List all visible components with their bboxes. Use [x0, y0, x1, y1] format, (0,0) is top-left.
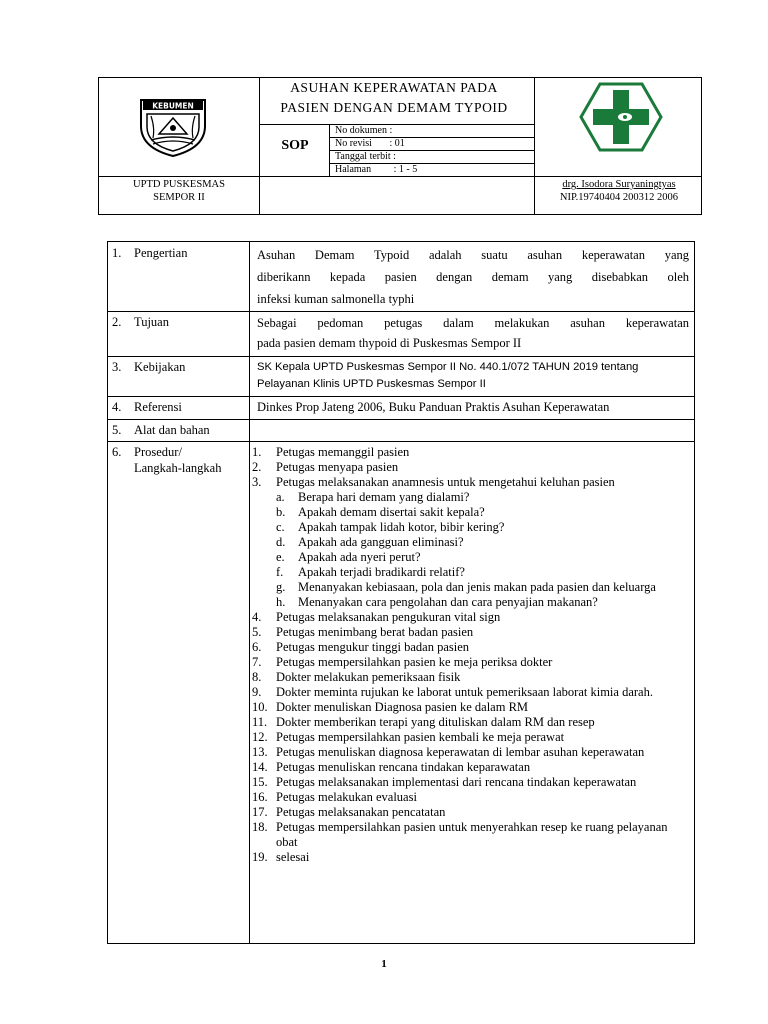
step-number: 1. — [252, 445, 262, 459]
step-text: Dokter meminta rujukan ke laborat untuk pemeriksaan laborat kimia darah. — [276, 685, 653, 699]
row-label-prosedur — [112, 444, 221, 476]
step-number: 8. — [252, 670, 262, 684]
procedure-step — [252, 655, 692, 670]
step-text: Dokter melakukan pemeriksaan fisik — [276, 670, 461, 684]
substep-text: Apakah demam disertai sakit kepala? — [298, 505, 485, 519]
procedure-step — [252, 670, 692, 685]
row-divider — [108, 441, 694, 442]
row-title: Langkah-langkah — [134, 461, 222, 475]
substep-letter: d. — [276, 535, 286, 549]
document-title-line2: PASIEN DENGAN DEMAM TYPOID — [280, 100, 508, 115]
step-number: 5. — [252, 625, 262, 639]
procedure-substep — [252, 520, 692, 535]
step-number: 13. — [252, 745, 268, 759]
step-number: 14. — [252, 760, 268, 774]
substep-text: Apakah ada nyeri perut? — [298, 550, 421, 564]
row-title: Pengertian — [134, 246, 188, 260]
step-number: 15. — [252, 775, 268, 789]
step-number: 11. — [252, 715, 268, 729]
meta-tanggal-terbit: Tanggal terbit : — [335, 151, 396, 162]
row-divider — [108, 419, 694, 420]
signatory — [535, 178, 703, 204]
puskesmas-name — [99, 178, 259, 204]
puskesmas-line1: UPTD PUSKESMAS — [133, 179, 225, 190]
procedure-step — [252, 625, 692, 640]
document-title-line1: ASUHAN KEPERAWATAN PADA — [290, 80, 498, 95]
step-text: Petugas melaksanakan implementasi dari rencana tindakan keperawatan — [276, 775, 637, 789]
row-value-pengertian — [257, 244, 689, 310]
row-number: 5. — [112, 423, 122, 437]
row-title: Referensi — [134, 400, 182, 414]
procedure-step — [252, 610, 692, 625]
page-number: 1 — [381, 958, 387, 970]
step-text: Petugas mempersilahkan pasien kembali ke meja perawat — [276, 730, 565, 744]
row-number: 1. — [112, 246, 122, 260]
step-text: selesai — [276, 850, 310, 864]
procedure-substep — [252, 550, 692, 565]
step-text: Petugas menuliskan diagnosa keperawatan di lembar asuhan keperawatan — [276, 745, 645, 759]
step-text: Petugas memanggil pasien — [276, 445, 410, 459]
column-divider — [249, 242, 250, 943]
step-number: 17. — [252, 805, 268, 819]
row-number: 3. — [112, 360, 122, 374]
value-line: Sebagai pedoman petugas dalam melakukan asuhan keperawatan — [257, 316, 689, 330]
procedure-step — [252, 805, 692, 820]
substep-letter: e. — [276, 550, 285, 564]
row-number: 4. — [112, 400, 122, 414]
procedure-step — [252, 685, 692, 700]
substep-letter: h. — [276, 595, 286, 609]
meta-no-revisi: No revisi : 01 — [335, 138, 405, 149]
step-number: 9. — [252, 685, 262, 699]
row-title: Kebijakan — [134, 360, 186, 374]
header-divider — [99, 176, 701, 177]
step-text: Petugas mengukur tinggi badan pasien — [276, 640, 470, 654]
row-label-alat-bahan — [112, 422, 210, 438]
procedure-substep — [252, 565, 692, 580]
substep-letter: b. — [276, 505, 286, 519]
step-number: 3. — [252, 475, 262, 489]
value-line: diberikann kepada pasien dengan demam yang disebabkan oleh — [257, 270, 689, 284]
substep-letter: c. — [276, 520, 285, 534]
procedure-substep — [252, 490, 692, 505]
procedure-substep — [252, 505, 692, 520]
procedure-substep — [252, 535, 692, 550]
procedure-step — [252, 475, 692, 490]
step-number: 18. — [252, 820, 268, 834]
procedure-step — [252, 820, 692, 850]
row-label-kebijakan — [112, 359, 185, 375]
procedure-step — [252, 790, 692, 805]
meta-no-dokumen: No dokumen : — [335, 125, 393, 136]
step-text: Dokter memberikan terapi yang dituliskan dalam RM dan resep — [276, 715, 595, 729]
row-title: Prosedur/ — [134, 445, 182, 459]
header-divider — [259, 78, 260, 214]
step-text: Petugas melaksanakan pengukuran vital sign — [276, 610, 501, 624]
header-divider — [259, 124, 534, 125]
procedure-substep — [252, 595, 692, 610]
step-number: 2. — [252, 460, 262, 474]
step-text: Petugas melaksanakan anamnesis untuk mengetahui keluhan pasien — [276, 475, 615, 489]
procedure-step — [252, 700, 692, 715]
step-text: Petugas menyapa pasien — [276, 460, 399, 474]
row-label-referensi — [112, 399, 182, 415]
substep-text: Apakah tampak lidah kotor, bibir kering? — [298, 520, 505, 534]
procedure-step — [252, 850, 692, 865]
meta-halaman: Halaman : 1 - 5 — [335, 164, 418, 175]
step-text: Petugas melakukan evaluasi — [276, 790, 417, 804]
substep-text: Apakah ada gangguan eliminasi? — [298, 535, 464, 549]
row-label-pengertian — [112, 245, 187, 261]
substep-letter: f. — [276, 565, 284, 579]
procedure-step — [252, 445, 692, 460]
step-text: Petugas menuliskan rencana tindakan keparawatan — [276, 760, 531, 774]
value-line: infeksi kuman salmonella typhi — [257, 292, 415, 306]
step-text: Petugas mempersilahkan pasien untuk menyerahkan resep ke ruang pelayanan obat — [276, 820, 668, 849]
row-label-tujuan — [112, 314, 169, 330]
procedure-step — [252, 715, 692, 730]
procedure-step — [252, 640, 692, 655]
substep-text: Menanyakan kebiasaan, pola dan jenis makan pada pasien dan keluarga — [298, 580, 656, 594]
procedure-step — [252, 760, 692, 775]
step-text: Petugas mempersilahkan pasien ke meja periksa dokter — [276, 655, 553, 669]
row-divider — [108, 311, 694, 312]
value-line: Dinkes Prop Jateng 2006, Buku Panduan Praktis Asuhan Keperawatan — [257, 400, 610, 414]
kebumen-emblem-logo — [137, 96, 209, 158]
row-number: 6. — [112, 445, 122, 459]
step-number: 6. — [252, 640, 262, 654]
substep-text: Apakah terjadi bradikardi relatif? — [298, 565, 465, 579]
doctor-name: drg. Isodora Suryaningtyas — [562, 179, 676, 190]
row-number: 2. — [112, 315, 122, 329]
sop-label: SOP — [281, 138, 309, 153]
step-text: Petugas menimbang berat badan pasien — [276, 625, 474, 639]
step-number: 19. — [252, 850, 268, 864]
row-title: Alat dan bahan — [134, 423, 210, 437]
step-number: 16. — [252, 790, 268, 804]
row-value-tujuan — [257, 313, 689, 353]
step-number: 10. — [252, 700, 268, 714]
procedure-step — [252, 730, 692, 745]
sop-header-table — [98, 77, 702, 215]
procedure-step — [252, 745, 692, 760]
step-number: 12. — [252, 730, 268, 744]
value-line: Pelayanan Klinis UPTD Puskesmas Sempor II — [257, 378, 486, 390]
row-title: Tujuan — [134, 315, 169, 329]
substep-letter: a. — [276, 490, 285, 504]
substep-text: Menanyakan cara pengolahan dan cara penyajian makanan? — [298, 595, 598, 609]
procedure-step — [252, 775, 692, 790]
emblem-text: KEBUMEN — [152, 101, 194, 111]
row-divider — [108, 396, 694, 397]
procedure-step — [252, 460, 692, 475]
step-number: 4. — [252, 610, 262, 624]
row-divider — [108, 356, 694, 357]
procedure-steps-list — [252, 445, 692, 865]
value-line: Asuhan Demam Typoid adalah suatu asuhan keperawatan yang — [257, 248, 689, 262]
step-number: 7. — [252, 655, 262, 669]
sop-content-table — [107, 241, 695, 944]
procedure-substep — [252, 580, 692, 595]
value-line: SK Kepala UPTD Puskesmas Sempor II No. 440.1/072 TAHUN 2019 tentang — [257, 361, 639, 373]
value-line: pada pasien demam thypoid di Puskesmas Sempor II — [257, 336, 522, 350]
puskesmas-logo — [579, 82, 663, 152]
row-value-kebijakan — [257, 359, 689, 393]
puskesmas-line2: SEMPOR II — [153, 192, 205, 203]
step-text: Petugas melaksanakan pencatatan — [276, 805, 446, 819]
substep-letter: g. — [276, 580, 286, 594]
substep-text: Berapa hari demam yang dialami? — [298, 490, 470, 504]
step-text: Dokter menuliskan Diagnosa pasien ke dalam RM — [276, 700, 529, 714]
doctor-nip: NIP.19740404 200312 2006 — [559, 192, 679, 203]
row-value-referensi — [257, 398, 689, 416]
